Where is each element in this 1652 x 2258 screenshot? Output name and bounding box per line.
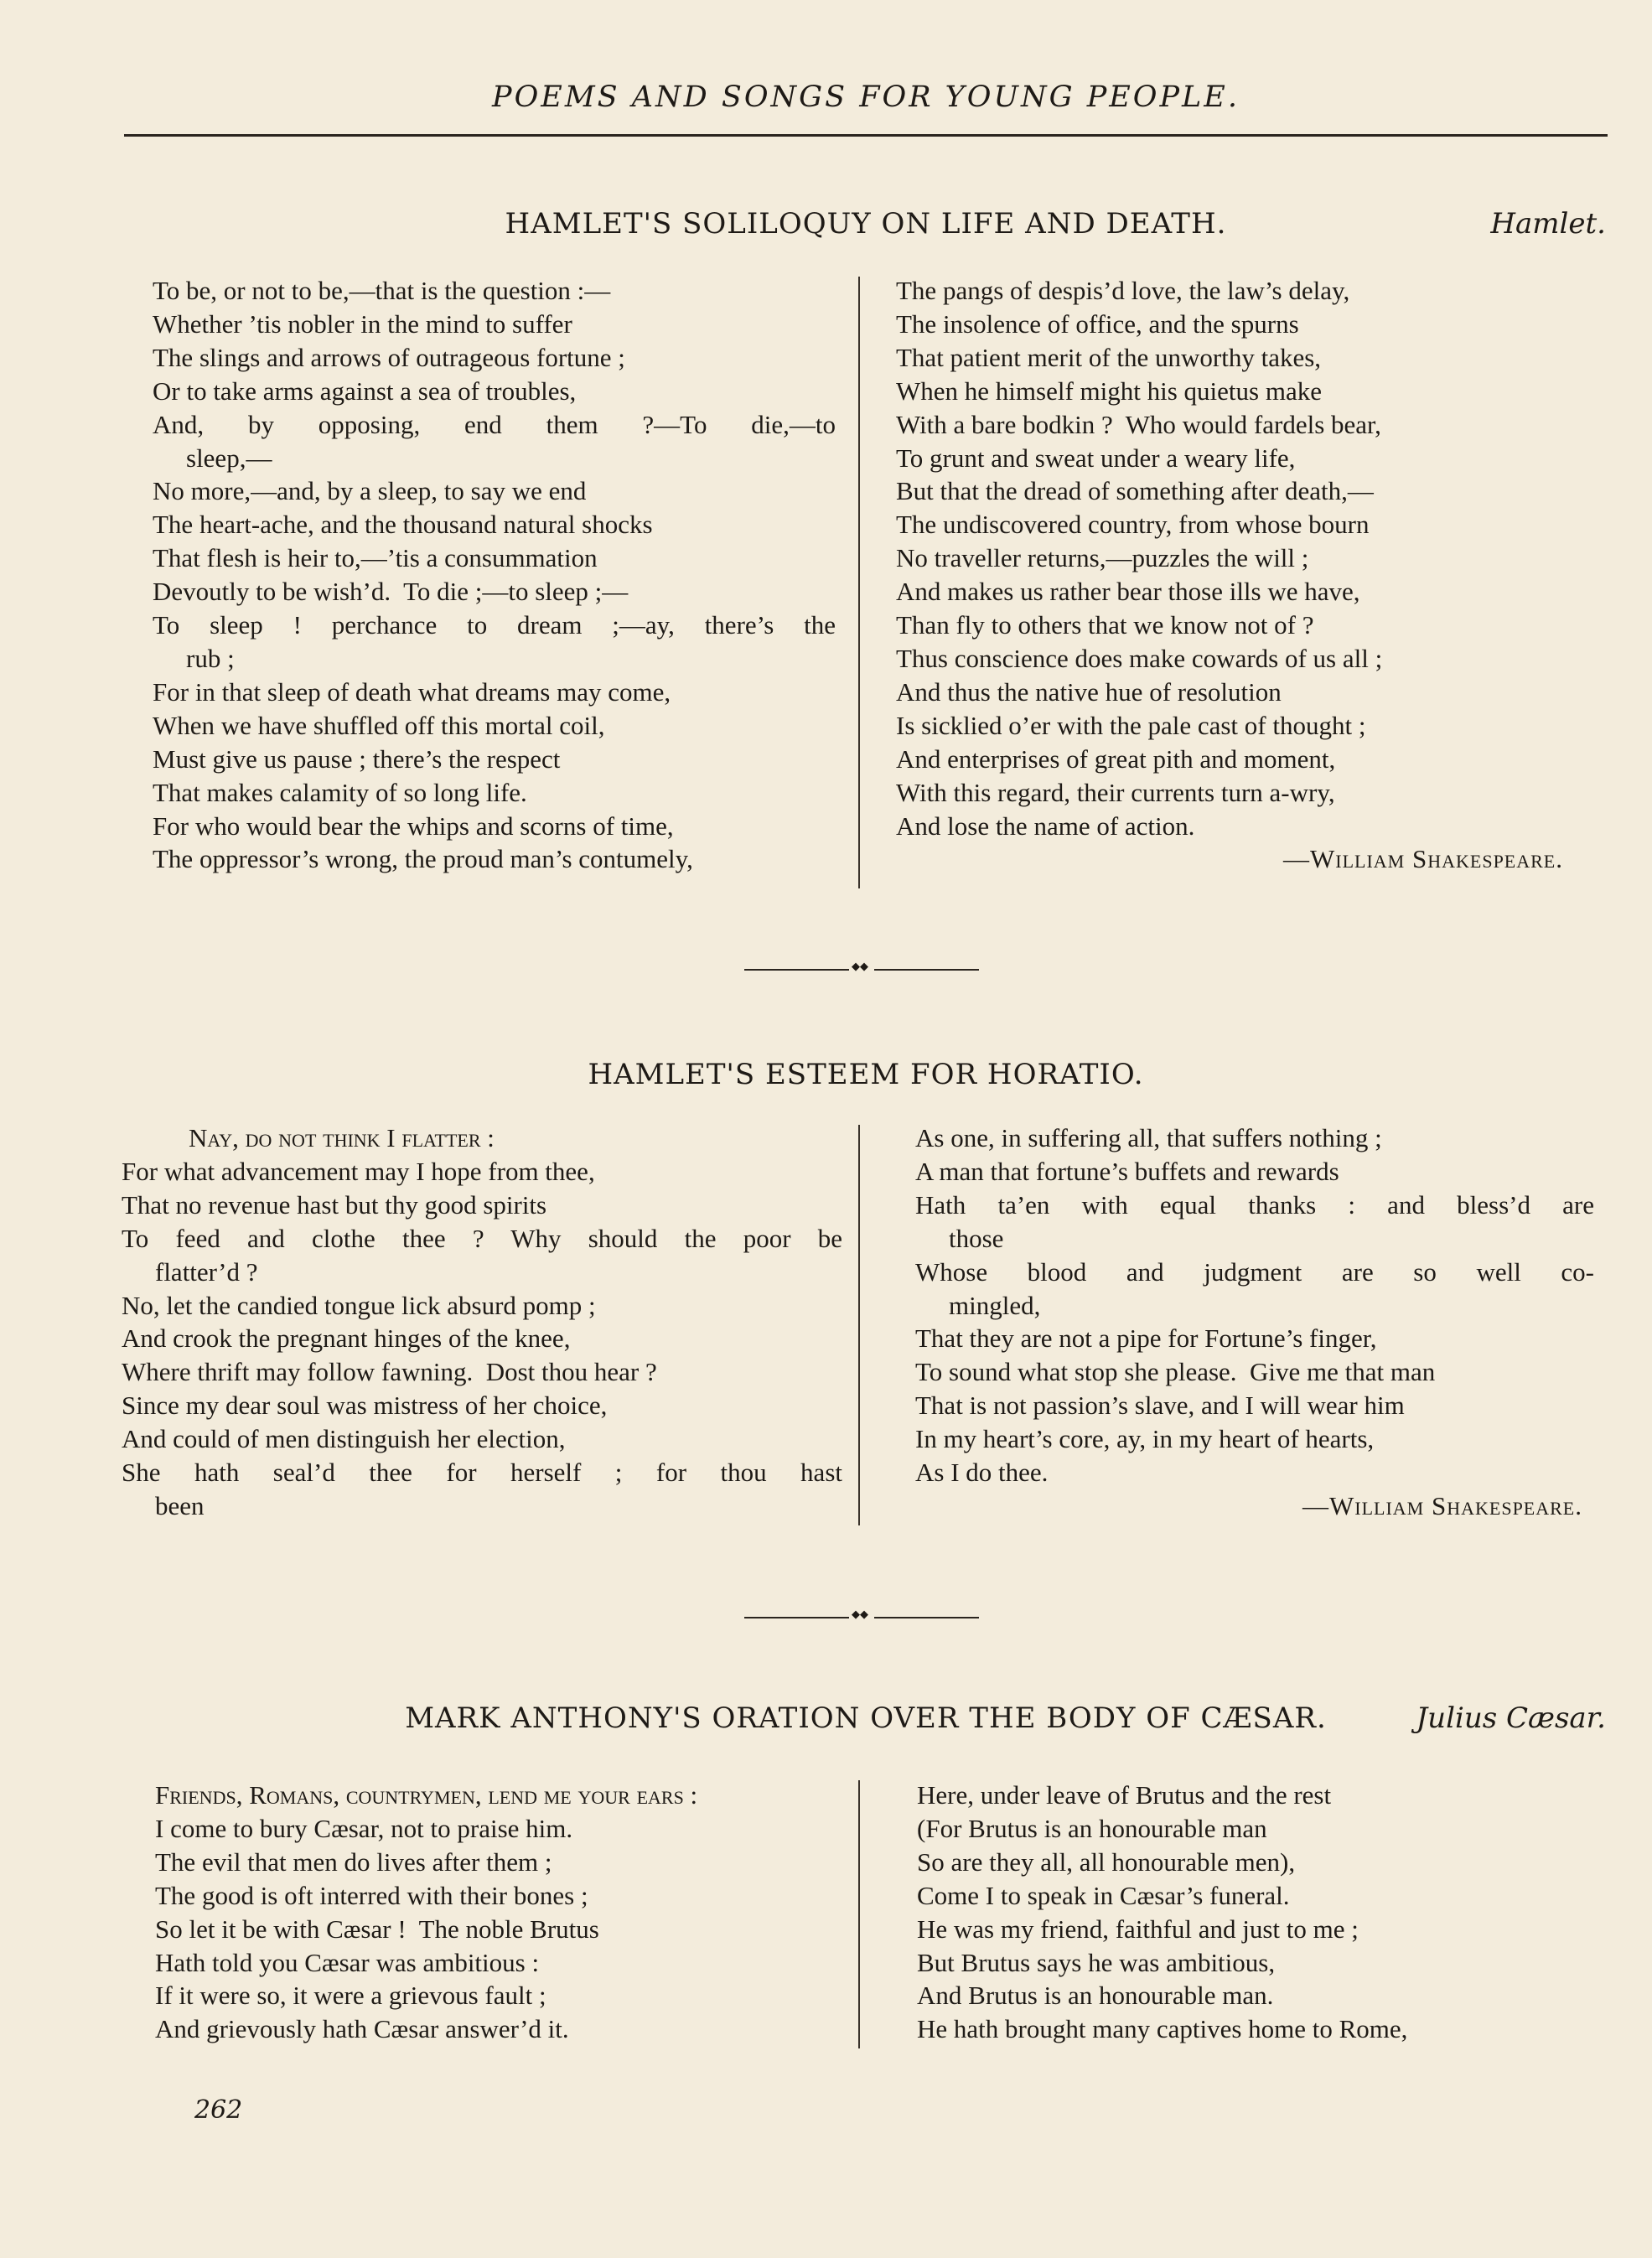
poem-line: And makes us rather bear those ills we have, [896, 577, 1360, 607]
poem-column-left-horatio [122, 1121, 842, 1523]
poem-line: (For Brutus is an honourable man [917, 1813, 1267, 1843]
poem-line: No traveller returns,—puzzles the will ; [896, 543, 1309, 573]
poem-line: No, let the candied tongue lick absurd pomp ; [122, 1290, 596, 1320]
poem-line: Whether ’tis nobler in the mind to suffer [153, 308, 572, 339]
poem-line: To be, or not to be,—that is the question :— [153, 276, 611, 305]
poem-source-oration: Julius Cæsar. [1416, 1701, 1606, 1735]
poem-line: flatter’d ? [155, 1256, 258, 1287]
poem-line: With a bare bodkin ? Who would fardels bear, [896, 409, 1381, 439]
poem-line: The insolence of office, and the spurns [896, 308, 1299, 339]
poem-line: To sleep ! perchance to dream ;—ay, there’s the [153, 610, 836, 640]
poem-line: Nay, do not think I flatter : [189, 1123, 495, 1152]
poem-line: Whose blood and judgment are so well co- [915, 1256, 1594, 1287]
poem-line: The oppressor’s wrong, the proud man’s contumely, [153, 844, 693, 874]
poem-line: And, by opposing, end them ?—To die,—to [153, 409, 836, 439]
poem-line: And grievously hath Cæsar answer’d it. [155, 2014, 569, 2044]
poem-line: The heart-ache, and the thousand natural shocks [153, 510, 653, 540]
poem-title-soliloquy: HAMLET'S SOLILOQUY ON LIFE AND DEATH. [505, 207, 1227, 241]
poem-line: I come to bury Cæsar, not to praise him. [155, 1813, 573, 1843]
poem-line: Must give us pause ; there’s the respect [153, 743, 561, 774]
poem-line: been [155, 1490, 205, 1520]
poem-line: mingled, [949, 1290, 1041, 1320]
poem-line: For what advancement may I hope from thee, [122, 1156, 595, 1186]
poem-column-right-oration [917, 1779, 1604, 2046]
poem-line: The slings and arrows of outrageous fortune ; [153, 342, 625, 372]
poem-line: No more,—and, by a sleep, to say we end [153, 476, 587, 506]
column-divider [858, 1780, 860, 2048]
poem-line: When he himself might his quietus make [896, 375, 1322, 406]
column-divider [858, 277, 860, 888]
poem-line: And thus the native hue of resolution [896, 676, 1282, 707]
poem-line: That they are not a pipe for Fortune’s finger, [915, 1323, 1377, 1354]
poem-line: Hath ta’en with equal thanks : and bless’d are [915, 1189, 1594, 1220]
poem-line: And could of men distinguish her election, [122, 1424, 566, 1454]
poem-line: Friends, Romans, countrymen, lend me your ears : [155, 1780, 698, 1810]
poem-line: So let it be with Cæsar ! The noble Brutus [155, 1914, 599, 1944]
section-divider-ornament: ◆◆ [744, 966, 979, 974]
poem-line: Or to take arms against a sea of troubles, [153, 375, 577, 406]
poem-line: He was my friend, faithful and just to me ; [917, 1914, 1359, 1944]
poem-line: Come I to speak in Cæsar’s funeral. [917, 1880, 1290, 1910]
poem-line: To feed and clothe thee ? Why should the poor be [122, 1223, 842, 1253]
author-signature: —William Shakespeare. [1302, 1490, 1582, 1520]
poem-line: Is sicklied o’er with the pale cast of thought ; [896, 710, 1366, 740]
poem-line: Than fly to others that we know not of ? [896, 610, 1314, 640]
header-rule [124, 134, 1608, 137]
poem-line: That flesh is heir to,—’tis a consummation [153, 543, 598, 573]
poem-line: And lose the name of action. [896, 810, 1195, 841]
poem-line: For who would bear the whips and scorns of time, [153, 810, 674, 841]
poem-line: Since my dear soul was mistress of her choice, [122, 1391, 608, 1421]
poem-line: Hath told you Cæsar was ambitious : [155, 1947, 540, 1977]
poem-line: The good is oft interred with their bones ; [155, 1880, 588, 1910]
page-number: 262 [194, 2095, 243, 2125]
poem-line: But Brutus says he was ambitious, [917, 1947, 1276, 1977]
poem-line: Thus conscience does make cowards of us all ; [896, 643, 1383, 673]
poem-column-right-soliloquy [896, 274, 1575, 876]
poem-column-left-oration [155, 1779, 855, 2046]
poem-line: That patient merit of the unworthy takes, [896, 342, 1322, 372]
poem-line: those [949, 1223, 1004, 1253]
poem-line: To grunt and sweat under a weary life, [896, 443, 1296, 473]
poem-source-soliloquy: Hamlet. [1490, 207, 1606, 241]
poem-line: A man that fortune’s buffets and rewards [915, 1156, 1339, 1186]
poem-line: As one, in suffering all, that suffers nothing ; [915, 1123, 1382, 1152]
poem-line: The evil that men do lives after them ; [155, 1846, 552, 1877]
poem-line: In my heart’s core, ay, in my heart of hearts, [915, 1424, 1375, 1454]
poem-line: That no revenue hast but thy good spirits [122, 1189, 547, 1220]
poem-line: For in that sleep of death what dreams may come, [153, 676, 671, 707]
poem-line: Devoutly to be wish’d. To die ;—to sleep ;— [153, 577, 629, 607]
poem-column-left-soliloquy [153, 274, 836, 876]
poem-line: Where thrift may follow fawning. Dost thou hear ? [122, 1357, 657, 1387]
poem-line: But that the dread of something after death,— [896, 476, 1374, 506]
poem-line: To sound what stop she please. Give me that man [915, 1357, 1436, 1387]
running-head: POEMS AND SONGS FOR YOUNG PEOPLE. [492, 80, 1240, 114]
poem-line: That is not passion’s slave, and I will wear him [915, 1391, 1405, 1421]
section-divider-ornament: ◆◆ [744, 1613, 979, 1622]
poem-title-horatio: HAMLET'S ESTEEM FOR HORATIO. [588, 1058, 1144, 1091]
poem-title-oration: MARK ANTHONY'S ORATION OVER THE BODY OF CÆSAR. [405, 1701, 1327, 1735]
poem-line: He hath brought many captives home to Rome, [917, 2014, 1408, 2044]
poem-line: And Brutus is an honourable man. [917, 1981, 1274, 2011]
poem-line: When we have shuffled off this mortal coil, [153, 710, 605, 740]
poem-line: With this regard, their currents turn a-wry, [896, 777, 1335, 807]
column-divider [858, 1125, 860, 1525]
poem-line: As I do thee. [915, 1458, 1049, 1488]
poem-line: Here, under leave of Brutus and the rest [917, 1780, 1332, 1810]
poem-line: The undiscovered country, from whose bourn [896, 510, 1370, 540]
poem-line: And crook the pregnant hinges of the knee, [122, 1323, 571, 1354]
poem-line: If it were so, it were a grievous fault ; [155, 1981, 546, 2011]
poem-line: She hath seal’d thee for herself ; for thou hast [122, 1458, 842, 1488]
poem-line: That makes calamity of so long life. [153, 777, 527, 807]
poem-line: rub ; [186, 643, 235, 673]
poem-column-right-horatio [915, 1121, 1594, 1523]
poem-line: And enterprises of great pith and moment, [896, 743, 1336, 774]
poem-line: So are they all, all honourable men), [917, 1846, 1296, 1877]
poem-line: sleep,— [186, 443, 272, 473]
author-signature: —William Shakespeare. [1283, 844, 1563, 874]
poem-line: The pangs of despis’d love, the law’s delay, [896, 276, 1350, 305]
